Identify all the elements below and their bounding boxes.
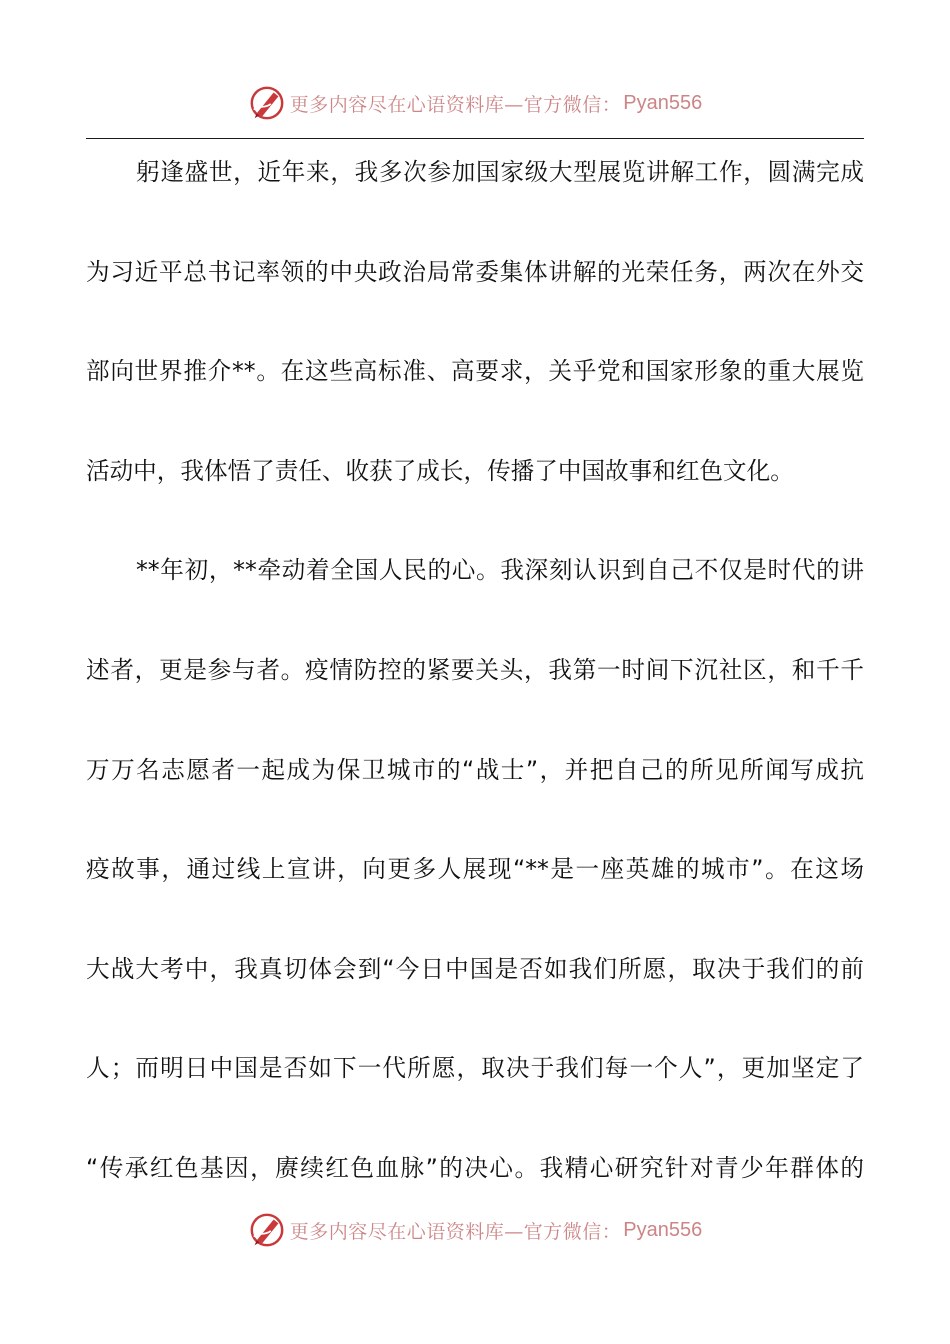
body-line: **年初，**牵动着全国人民的心。我深刻认识到自己不仅是时代的讲 <box>136 556 864 585</box>
watermark-text: 更多内容尽在心语资料库—官方微信： <box>289 1220 622 1243</box>
body-line: 躬逢盛世，近年来，我多次参加国家级大型展览讲解工作，圆满完成 <box>136 158 864 186</box>
watermark-contact: Pyan556 <box>623 91 703 114</box>
watermark-text: 更多内容尽在心语资料库—官方微信： <box>289 93 622 116</box>
body-line: 大战大考中，我真切体会到“今日中国是否如我们所愿，取决于我们的前 <box>86 954 864 983</box>
header-divider <box>86 138 864 139</box>
body-line: 活动中，我体悟了责任、收获了成长，传播了中国故事和红色文化。 <box>86 456 794 485</box>
footer-watermark <box>0 1210 950 1250</box>
body-line: 部向世界推介**。在这些高标准、高要求，关乎党和国家形象的重大展览 <box>86 357 864 386</box>
document-body <box>86 150 864 1246</box>
header-watermark <box>0 83 950 123</box>
body-line: 述者，更是参与者。疫情防控的紧要关头，我第一时间下沉社区，和千千 <box>86 655 864 684</box>
watermark-contact: Pyan556 <box>623 1218 703 1241</box>
body-line: 疫故事，通过线上宣讲，向更多人展现“**是一座英雄的城市”。在这场 <box>86 855 864 884</box>
pen-logo-icon <box>248 1211 286 1249</box>
body-line: 万万名志愿者一起成为保卫城市的“战士”，并把自己的所见所闻写成抗 <box>86 755 864 784</box>
pen-logo-icon <box>248 84 286 122</box>
body-line: 为习近平总书记率领的中央政治局常委集体讲解的光荣任务，两次在外交 <box>86 257 864 286</box>
body-line: 人；而明日中国是否如下一代所愿，取决于我们每一个人”，更加坚定了 <box>86 1054 864 1083</box>
body-line: “传承红色基因，赓续红色血脉”的决心。我精心研究针对青少年群体的 <box>86 1153 864 1182</box>
